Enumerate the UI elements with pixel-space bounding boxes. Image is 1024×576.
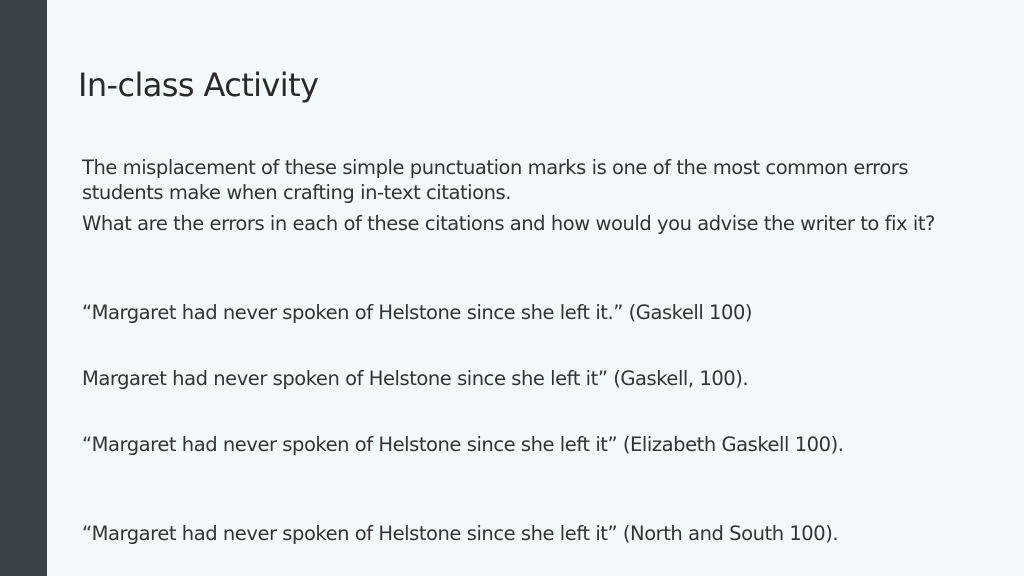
citation-example-3: “Margaret had never spoken of Helstone since she left it” (Elizabeth Gaskell 100).: [82, 433, 844, 456]
intro-paragraph: The misplacement of these simple punctuation marks is one of the most common errors students make when crafting in-text citations.: [82, 156, 909, 204]
citation-example-2: Margaret had never spoken of Helstone since she left it” (Gaskell, 100).: [82, 367, 749, 390]
citation-example-4: “Margaret had never spoken of Helstone since she left it” (North and South 100).: [82, 522, 839, 545]
slide-title: In-class Activity: [78, 66, 319, 104]
question-paragraph: What are the errors in each of these citations and how would you advise the writer to fix it?: [82, 212, 935, 235]
side-accent-bar: [0, 0, 47, 576]
citation-example-1: “Margaret had never spoken of Helstone since she left it.” (Gaskell 100): [82, 301, 753, 324]
